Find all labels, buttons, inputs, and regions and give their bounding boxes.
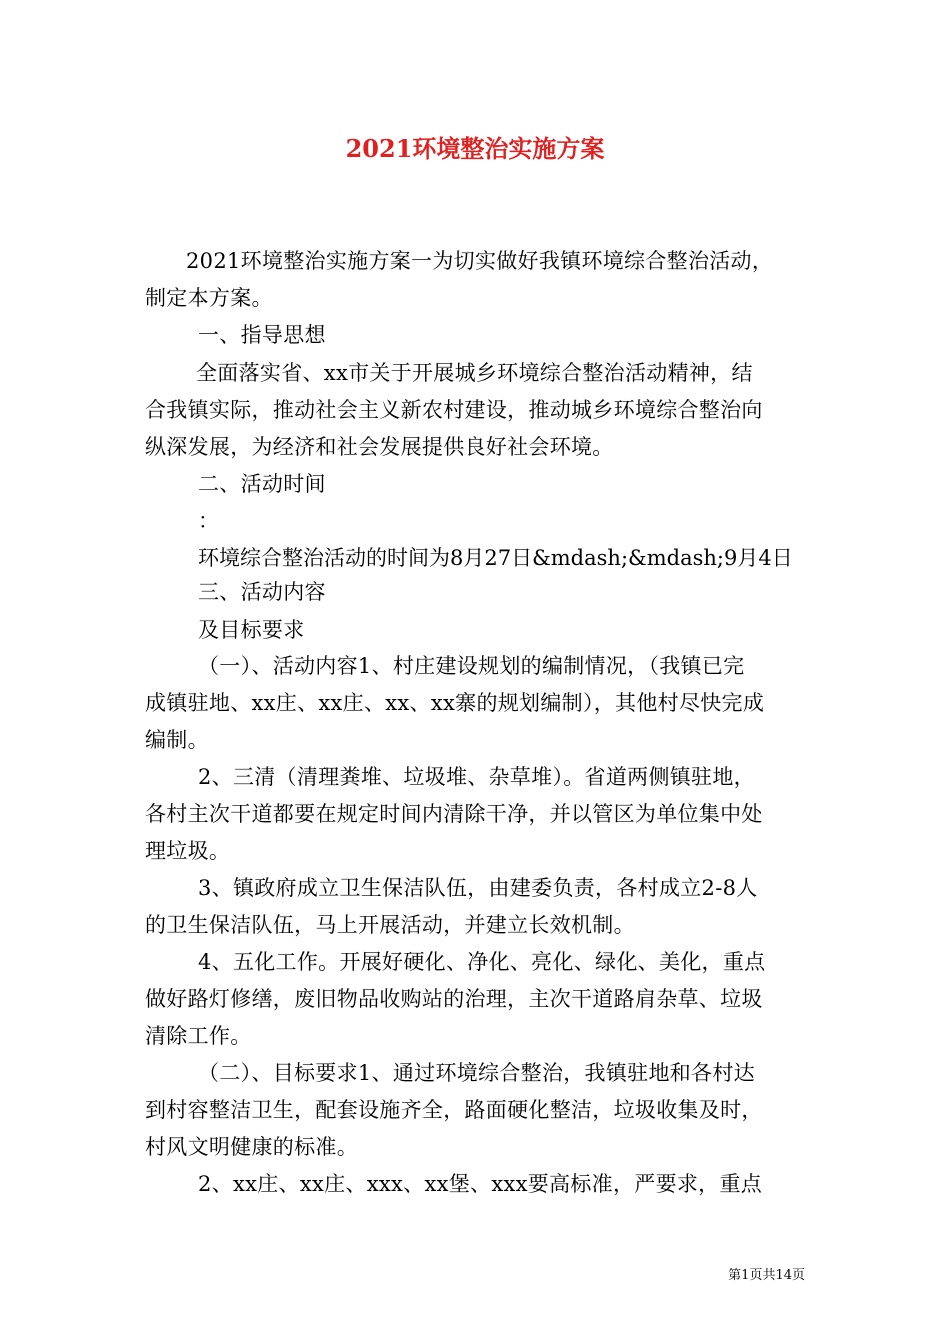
body-line: 的卫生保洁队伍，马上开展活动，并建立长效机制。	[145, 913, 635, 937]
page-number: 第1页共14页	[728, 1268, 805, 1283]
body-line: （一）、活动内容1、村庄建设规划的编制情况，（我镇已完	[198, 654, 745, 678]
body-line: 全面落实省、xx市关于开展城乡环境综合整治活动精神，结	[196, 361, 753, 385]
body-line: 合我镇实际，推动社会主义新农村建设，推动城乡环境综合整治向	[145, 398, 763, 422]
section-heading: 一、指导思想	[198, 323, 326, 347]
body-line: 纵深发展，为经济和社会发展提供良好社会环境。	[145, 435, 614, 459]
body-line: 2021环境整治实施方案一为切实做好我镇环境综合整治活动，	[186, 249, 774, 273]
body-line: 2、xx庄、xx庄、xxx、xx堡、xxx要高标准，严要求，重点	[198, 1172, 763, 1196]
section-heading: 二、活动时间	[198, 472, 326, 496]
body-line: 成镇驻地、xx庄、xx庄、xx、xx寨的规划编制），其他村尽快完成	[145, 691, 765, 715]
body-line: 3、镇政府成立卫生保洁队伍，由建委负责，各村成立2-8人	[198, 876, 758, 900]
section-heading: 三、活动内容	[198, 580, 326, 604]
body-line: 清除工作。	[145, 1024, 252, 1048]
body-line: （二）、目标要求1、通过环境综合整治，我镇驻地和各村达	[198, 1061, 755, 1085]
body-line: 2、三清（清理粪堆、垃圾堆、杂草堆）。省道两侧镇驻地，	[198, 765, 755, 789]
body-line: 到村容整洁卫生，配套设施齐全，路面硬化整洁，垃圾收集及时，	[145, 1098, 763, 1122]
body-line: 制定本方案。	[145, 286, 273, 310]
body-line: 理垃圾。	[145, 839, 231, 863]
body-line: 4、五化工作。开展好硬化、净化、亮化、绿化、美化，重点	[198, 950, 766, 974]
body-line: 村风文明健康的标准。	[145, 1135, 358, 1159]
body-line: 环境综合整治活动的时间为8月27日&mdash;&mdash;9月4日	[198, 546, 793, 570]
body-line: 各村主次干道都要在规定时间内清除干净，并以管区为单位集中处	[145, 802, 763, 826]
body-line: ：	[198, 509, 220, 533]
body-line: 做好路灯修缮，废旧物品收购站的治理，主次干道路肩杂草、垃圾	[145, 987, 763, 1011]
body-line: 编制。	[145, 728, 209, 752]
section-heading: 及目标要求	[198, 618, 305, 642]
document-title: 2021环境整治实施方案	[345, 134, 605, 163]
